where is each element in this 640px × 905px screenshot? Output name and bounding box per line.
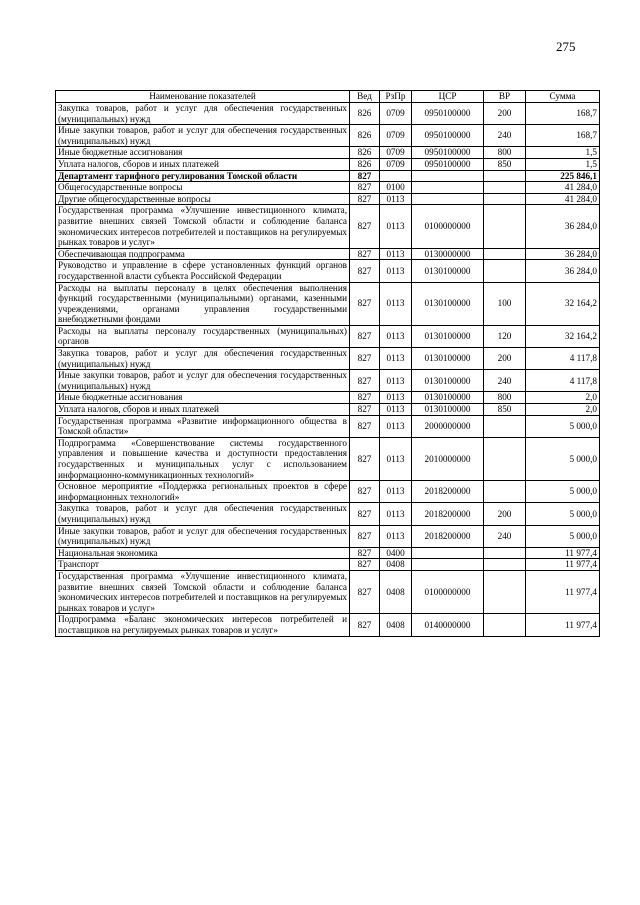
row-sum: 5 000,0 <box>526 525 600 547</box>
row-rzpr: 0100 <box>380 182 412 194</box>
row-name: Транспорт <box>56 559 350 571</box>
table-row <box>56 103 600 125</box>
row-rzpr: 0113 <box>380 404 412 416</box>
row-ved: 827 <box>350 525 380 547</box>
row-ved: 827 <box>350 170 380 182</box>
table-row <box>56 193 600 205</box>
header-ved: Вед <box>350 91 380 103</box>
row-csr: 2018200000 <box>412 481 484 503</box>
row-rzpr: 0113 <box>380 503 412 525</box>
table-row <box>56 370 600 392</box>
row-csr <box>412 182 484 194</box>
row-ved: 827 <box>350 437 380 480</box>
row-csr: 0100000000 <box>412 570 484 613</box>
row-rzpr: 0113 <box>380 392 412 404</box>
row-csr: 0950100000 <box>412 125 484 147</box>
row-rzpr: 0113 <box>380 370 412 392</box>
row-csr: 0130100000 <box>412 282 484 325</box>
row-rzpr: 0408 <box>380 614 412 636</box>
row-rzpr: 0113 <box>380 325 412 347</box>
table-header-row <box>56 91 600 103</box>
table-row <box>56 170 600 182</box>
row-csr: 0130100000 <box>412 325 484 347</box>
table-row <box>56 248 600 260</box>
row-sum: 168,7 <box>526 103 600 125</box>
row-name: Иные закупки товаров, работ и услуг для обеспечения государственных (муниципальных) нужд <box>56 525 350 547</box>
row-rzpr: 0113 <box>380 248 412 260</box>
row-csr <box>412 559 484 571</box>
row-sum: 36 284,0 <box>526 205 600 248</box>
table-row <box>56 404 600 416</box>
budget-table <box>55 90 600 637</box>
row-sum: 1,5 <box>526 147 600 159</box>
row-name: Уплата налогов, сборов и иных платежей <box>56 158 350 170</box>
row-vr: 800 <box>484 392 526 404</box>
row-vr: 200 <box>484 103 526 125</box>
page-number: 275 <box>556 39 576 54</box>
row-name: Департамент тарифного регулирования Томской области <box>56 170 350 182</box>
row-sum: 41 284,0 <box>526 193 600 205</box>
row-sum: 41 284,0 <box>526 182 600 194</box>
row-sum: 225 846,1 <box>526 170 600 182</box>
row-ved: 827 <box>350 348 380 370</box>
row-sum: 1,5 <box>526 158 600 170</box>
row-rzpr: 0709 <box>380 125 412 147</box>
row-vr <box>484 570 526 613</box>
table-row <box>56 415 600 437</box>
row-sum: 11 977,4 <box>526 547 600 559</box>
row-csr: 2018200000 <box>412 503 484 525</box>
row-sum: 2,0 <box>526 392 600 404</box>
row-ved: 827 <box>350 282 380 325</box>
row-name: Иные закупки товаров, работ и услуг для обеспечения государственных (муниципальных) нужд <box>56 370 350 392</box>
table-row <box>56 260 600 282</box>
row-sum: 5 000,0 <box>526 415 600 437</box>
row-ved: 827 <box>350 481 380 503</box>
row-sum: 11 977,4 <box>526 570 600 613</box>
row-vr <box>484 547 526 559</box>
row-ved: 827 <box>350 193 380 205</box>
row-sum: 32 164,2 <box>526 325 600 347</box>
table-row <box>56 437 600 480</box>
row-rzpr: 0113 <box>380 348 412 370</box>
row-sum: 32 164,2 <box>526 282 600 325</box>
row-vr <box>484 559 526 571</box>
row-rzpr: 0113 <box>380 525 412 547</box>
row-rzpr: 0709 <box>380 147 412 159</box>
row-rzpr: 0408 <box>380 570 412 613</box>
row-name: Национальная экономика <box>56 547 350 559</box>
row-ved: 827 <box>350 370 380 392</box>
row-sum: 5 000,0 <box>526 437 600 480</box>
row-sum: 4 117,8 <box>526 370 600 392</box>
row-name: Расходы на выплаты персоналу в целях обеспечения выполнения функций государственными (муниципальными) органами, казенными учреждениями, органами управления государственными внебюджетными фондами <box>56 282 350 325</box>
row-name: Обеспечивающая подпрограмма <box>56 248 350 260</box>
row-sum: 5 000,0 <box>526 503 600 525</box>
row-sum: 5 000,0 <box>526 481 600 503</box>
row-ved: 827 <box>350 404 380 416</box>
row-ved: 827 <box>350 559 380 571</box>
row-ved: 826 <box>350 103 380 125</box>
row-vr <box>484 205 526 248</box>
row-name: Иные бюджетные ассигнования <box>56 147 350 159</box>
row-vr <box>484 170 526 182</box>
row-csr: 0130000000 <box>412 248 484 260</box>
table-row <box>56 282 600 325</box>
row-rzpr: 0113 <box>380 193 412 205</box>
row-rzpr: 0113 <box>380 260 412 282</box>
row-vr <box>484 260 526 282</box>
row-name: Государственная программа «Улучшение инвестиционного климата, развитие внешних связей Томской области и соблюдение баланса экономических интересов потребителей и поставщиков на регулируемых рынках товаров и услуг» <box>56 205 350 248</box>
row-sum: 168,7 <box>526 125 600 147</box>
row-rzpr: 0400 <box>380 547 412 559</box>
row-ved: 827 <box>350 415 380 437</box>
row-csr: 0950100000 <box>412 158 484 170</box>
row-ved: 827 <box>350 503 380 525</box>
row-name: Закупка товаров, работ и услуг для обеспечения государственных (муниципальных) нужд <box>56 348 350 370</box>
row-csr: 0130100000 <box>412 370 484 392</box>
row-vr: 120 <box>484 325 526 347</box>
row-name: Другие общегосударственные вопросы <box>56 193 350 205</box>
row-name: Иные бюджетные ассигнования <box>56 392 350 404</box>
row-csr: 0130100000 <box>412 404 484 416</box>
table-row <box>56 503 600 525</box>
row-vr: 200 <box>484 503 526 525</box>
table-row <box>56 348 600 370</box>
row-vr <box>484 481 526 503</box>
table-row <box>56 158 600 170</box>
row-rzpr: 0113 <box>380 205 412 248</box>
row-ved: 826 <box>350 147 380 159</box>
row-vr <box>484 182 526 194</box>
row-rzpr <box>380 170 412 182</box>
row-ved: 827 <box>350 182 380 194</box>
row-vr: 240 <box>484 525 526 547</box>
row-csr: 0100000000 <box>412 205 484 248</box>
row-ved: 827 <box>350 248 380 260</box>
row-rzpr: 0709 <box>380 103 412 125</box>
header-name: Наименование показателей <box>56 91 350 103</box>
row-vr: 850 <box>484 158 526 170</box>
row-csr <box>412 193 484 205</box>
row-ved: 827 <box>350 205 380 248</box>
header-csr: ЦСР <box>412 91 484 103</box>
row-vr: 200 <box>484 348 526 370</box>
row-vr <box>484 614 526 636</box>
row-csr <box>412 170 484 182</box>
row-csr: 0130100000 <box>412 348 484 370</box>
row-vr: 240 <box>484 125 526 147</box>
row-vr <box>484 415 526 437</box>
row-sum: 11 977,4 <box>526 614 600 636</box>
row-rzpr: 0113 <box>380 282 412 325</box>
row-rzpr: 0408 <box>380 559 412 571</box>
row-name: Основное мероприятие «Поддержка региональных проектов в сфере информационных технологий» <box>56 481 350 503</box>
row-name: Подпрограмма «Баланс экономических интересов потребителей и поставщиков на регулируемых рынках товаров и услуг» <box>56 614 350 636</box>
row-name: Государственная программа «Развитие информационного общества в Томской области» <box>56 415 350 437</box>
table-row <box>56 547 600 559</box>
row-vr: 800 <box>484 147 526 159</box>
row-ved: 827 <box>350 392 380 404</box>
header-vr: ВР <box>484 91 526 103</box>
row-vr: 100 <box>484 282 526 325</box>
table-body <box>56 103 600 637</box>
row-name: Руководство и управление в сфере установленных функций органов государственной власти субъекта Российской Федерации <box>56 260 350 282</box>
row-vr: 240 <box>484 370 526 392</box>
table-row <box>56 147 600 159</box>
table-row <box>56 325 600 347</box>
row-sum: 4 117,8 <box>526 348 600 370</box>
row-sum: 36 284,0 <box>526 260 600 282</box>
row-ved: 827 <box>350 614 380 636</box>
row-vr <box>484 248 526 260</box>
row-vr <box>484 193 526 205</box>
row-name: Иные закупки товаров, работ и услуг для обеспечения государственных (муниципальных) нужд <box>56 125 350 147</box>
row-name: Государственная программа «Улучшение инвестиционного климата, развитие внешних связей Томской области и соблюдение баланса экономических интересов потребителей и поставщиков на регулируемых рынках товаров и услуг» <box>56 570 350 613</box>
row-csr <box>412 547 484 559</box>
row-name: Общегосударственные вопросы <box>56 182 350 194</box>
row-vr <box>484 437 526 480</box>
row-rzpr: 0113 <box>380 437 412 480</box>
row-csr: 2000000000 <box>412 415 484 437</box>
row-sum: 11 977,4 <box>526 559 600 571</box>
row-rzpr: 0113 <box>380 415 412 437</box>
row-csr: 0130100000 <box>412 260 484 282</box>
row-csr: 0140000000 <box>412 614 484 636</box>
row-csr: 0950100000 <box>412 147 484 159</box>
row-rzpr: 0113 <box>380 481 412 503</box>
row-name: Уплата налогов, сборов и иных платежей <box>56 404 350 416</box>
row-ved: 827 <box>350 547 380 559</box>
row-ved: 827 <box>350 570 380 613</box>
table-row <box>56 125 600 147</box>
table-row <box>56 614 600 636</box>
table-row <box>56 182 600 194</box>
row-csr: 0130100000 <box>412 392 484 404</box>
row-ved: 827 <box>350 325 380 347</box>
row-name: Закупка товаров, работ и услуг для обеспечения государственных (муниципальных) нужд <box>56 503 350 525</box>
row-name: Подпрограмма «Совершенствование системы государственного управления и повышение качества и доступности предоставления государственных и муниципальных услуг с использованием информационно-коммуникационных технологий» <box>56 437 350 480</box>
row-csr: 0950100000 <box>412 103 484 125</box>
row-sum: 36 284,0 <box>526 248 600 260</box>
header-sum: Сумма <box>526 91 600 103</box>
table-row <box>56 481 600 503</box>
row-vr: 850 <box>484 404 526 416</box>
table-row <box>56 559 600 571</box>
row-sum: 2,0 <box>526 404 600 416</box>
row-name: Закупка товаров, работ и услуг для обеспечения государственных (муниципальных) нужд <box>56 103 350 125</box>
table-row <box>56 525 600 547</box>
row-ved: 827 <box>350 260 380 282</box>
row-ved: 826 <box>350 125 380 147</box>
table-row <box>56 205 600 248</box>
row-name: Расходы на выплаты персоналу государственных (муниципальных) органов <box>56 325 350 347</box>
row-csr: 2018200000 <box>412 525 484 547</box>
row-ved: 826 <box>350 158 380 170</box>
table-row <box>56 570 600 613</box>
row-csr: 2010000000 <box>412 437 484 480</box>
row-rzpr: 0709 <box>380 158 412 170</box>
table-row <box>56 392 600 404</box>
header-rzpr: РзПр <box>380 91 412 103</box>
